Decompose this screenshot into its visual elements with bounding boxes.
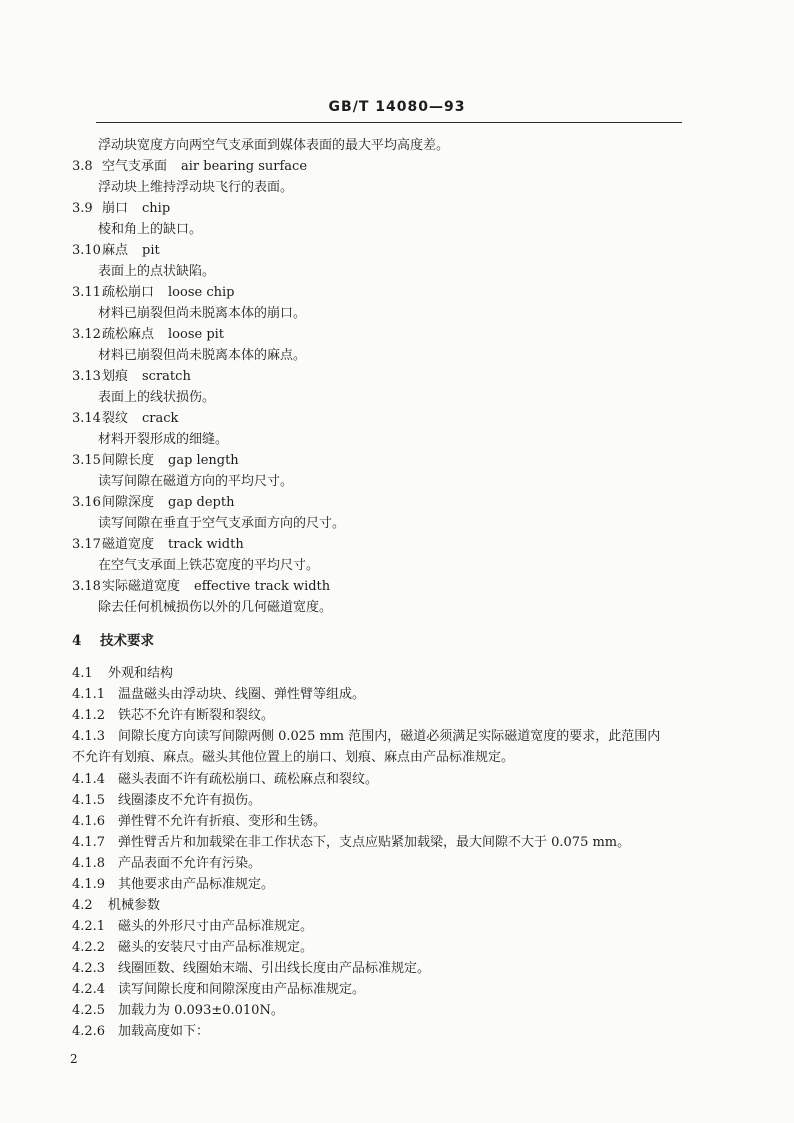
term-en: crack (142, 411, 179, 426)
clause (72, 835, 630, 851)
term-number: 3.8 (72, 159, 93, 174)
section-title: 技术要求 (100, 633, 154, 649)
term-cn: 裂纹 (102, 411, 129, 426)
term-number: 3.16 (72, 495, 101, 510)
clause-number: 4.1.5 (72, 793, 106, 808)
term-number: 3.17 (72, 537, 101, 552)
term-number: 3.14 (72, 411, 101, 426)
section-number: 4 (72, 633, 82, 649)
clause-number: 4.1.7 (72, 835, 106, 850)
clause-text: 间隙长度方向读写间隙两侧 0.025 mm 范围内，磁道必须满足实际磁道宽度的要求，此范围内 (118, 729, 661, 744)
clause-number: 4.2.6 (72, 1024, 106, 1039)
term-cn: 实际磁道宽度 (102, 579, 181, 594)
clause-text: 读写间隙长度和间隙深度由产品标准规定。 (118, 982, 366, 997)
term-number: 3.15 (72, 453, 101, 468)
clause-text: 磁头的安装尺寸由产品标准规定。 (118, 940, 314, 955)
term-heading (72, 579, 330, 595)
clause (72, 919, 313, 935)
clause (72, 666, 173, 682)
term-en: loose chip (168, 285, 235, 300)
clause-number: 4.1.9 (72, 877, 106, 892)
term-heading (72, 243, 160, 259)
term-cn: 划痕 (102, 369, 129, 384)
term-en: scratch (142, 369, 191, 384)
clause-continuation: 不允许有划痕、麻点。磁头其他位置上的崩口、划痕、麻点由产品标准规定。 (72, 750, 515, 765)
term-definition: 棱和角上的缺口。 (98, 222, 203, 237)
clause-number: 4.1.3 (72, 729, 106, 744)
term-definition: 表面上的点状缺陷。 (98, 264, 216, 279)
clause-text: 加载高度如下： (118, 1024, 210, 1039)
clause-text: 磁头表面不许有疏松崩口、疏松麻点和裂纹。 (118, 772, 379, 787)
term-heading (72, 285, 234, 301)
term-definition: 浮动块上维持浮动块飞行的表面。 (98, 180, 294, 195)
clause-number: 4.2.2 (72, 940, 106, 955)
clause-number: 4.2.4 (72, 982, 106, 997)
clause (72, 982, 365, 998)
term-heading (72, 369, 191, 385)
term-definition: 材料开裂形成的细缝。 (98, 432, 229, 447)
clause-text: 线圈漆皮不允许有损伤。 (118, 793, 262, 808)
clause-number: 4.2.3 (72, 961, 106, 976)
page-number: 2 (70, 1052, 78, 1066)
term-number: 3.13 (72, 369, 101, 384)
term-heading (72, 453, 239, 469)
term-en: air bearing surface (181, 159, 308, 174)
term-cn: 疏松麻点 (102, 327, 155, 342)
term-number: 3.9 (72, 201, 93, 216)
term-number: 3.11 (72, 285, 101, 300)
clause-number: 4.1.1 (72, 687, 106, 702)
term-definition: 表面上的线状损伤。 (98, 390, 216, 405)
term-en: loose pit (168, 327, 225, 342)
clause (72, 961, 430, 977)
term-en: pit (142, 243, 160, 258)
term-heading (72, 327, 224, 343)
clause-number: 4.1.2 (72, 708, 106, 723)
term-en: gap depth (168, 495, 235, 510)
section-heading (72, 633, 154, 649)
term-heading (72, 495, 234, 511)
term-cn: 间隙深度 (102, 495, 155, 510)
clause (72, 1024, 209, 1040)
term-en: chip (142, 201, 171, 216)
clause-text: 产品表面不允许有污染。 (118, 856, 262, 871)
clause-text: 弹性臂舌片和加载梁在非工作状态下，支点应贴紧加载梁，最大间隙不大于 0.075 mm。 (118, 835, 631, 850)
clause-number: 4.2.5 (72, 1003, 106, 1018)
clause (72, 708, 274, 724)
clause-text: 加载力为 0.093±0.010N。 (118, 1003, 284, 1018)
clause (72, 687, 365, 703)
term-heading (72, 201, 170, 217)
clause-text: 温盘磁头由浮动块、线圈、弹性臂等组成。 (118, 687, 366, 702)
clause-text: 线圈匝数、线圈始末端、引出线长度由产品标准规定。 (118, 961, 431, 976)
term-heading (72, 537, 244, 553)
term-heading (72, 411, 178, 427)
header-rule (96, 122, 682, 123)
clause-number: 4.2.1 (72, 919, 106, 934)
term-cn: 空气支承面 (102, 159, 168, 174)
clause (72, 729, 660, 745)
term-cn: 间隙长度 (102, 453, 155, 468)
term-number: 3.12 (72, 327, 101, 342)
clause-text: 外观和结构 (108, 666, 174, 681)
clause (72, 814, 326, 830)
clause (72, 898, 160, 914)
term-definition: 在空气支承面上铁芯宽度的平均尺寸。 (98, 558, 320, 573)
term-definition: 读写间隙在磁道方向的平均尺寸。 (98, 474, 294, 489)
term-definition: 除去任何机械损伤以外的几何磁道宽度。 (98, 600, 333, 615)
document-header: GB/T 14080—93 (328, 99, 466, 115)
term-cn: 磁道宽度 (102, 537, 155, 552)
clause-number: 4.1.6 (72, 814, 106, 829)
term-cn: 麻点 (102, 243, 129, 258)
term-number: 3.10 (72, 243, 101, 258)
term-number: 3.18 (72, 579, 101, 594)
definition-text: 浮动块宽度方向两空气支承面到媒体表面的最大平均高度差。 (98, 138, 450, 153)
clause-text: 机械参数 (108, 898, 161, 913)
term-definition: 材料已崩裂但尚未脱离本体的崩口。 (98, 306, 307, 321)
term-definition: 读写间隙在垂直于空气支承面方向的尺寸。 (98, 516, 346, 531)
term-en: gap length (168, 453, 239, 468)
term-en: track width (168, 537, 244, 552)
clause-text: 铁芯不允许有断裂和裂纹。 (118, 708, 275, 723)
clause-text: 弹性臂不允许有折痕、变形和生锈。 (118, 814, 327, 829)
clause-text: 磁头的外形尺寸由产品标准规定。 (118, 919, 314, 934)
term-en: effective track width (194, 579, 331, 594)
term-definition: 材料已崩裂但尚未脱离本体的麻点。 (98, 348, 307, 363)
clause (72, 772, 378, 788)
clause-number: 4.1 (72, 666, 93, 681)
clause-number: 4.2 (72, 898, 93, 913)
clause (72, 1003, 284, 1019)
clause-text: 其他要求由产品标准规定。 (118, 877, 275, 892)
term-cn: 崩口 (102, 201, 129, 216)
clause-number: 4.1.8 (72, 856, 106, 871)
clause (72, 856, 261, 872)
term-cn: 疏松崩口 (102, 285, 155, 300)
clause-number: 4.1.4 (72, 772, 106, 787)
clause (72, 793, 261, 809)
clause (72, 877, 274, 893)
clause (72, 940, 313, 956)
term-heading (72, 159, 307, 175)
